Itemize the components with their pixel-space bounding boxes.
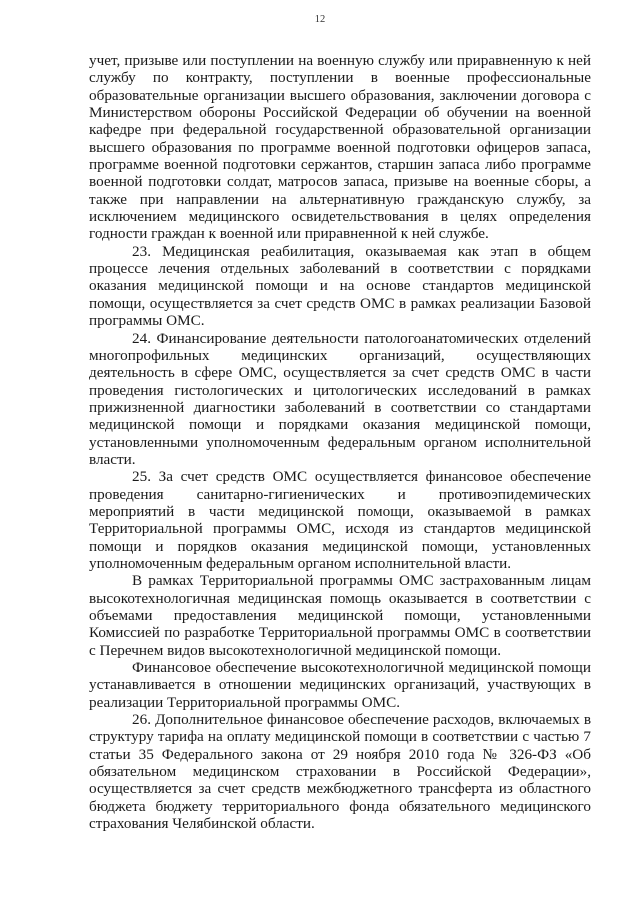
paragraph-item-24: 24. Финансирование деятельности патологоанатомических отделений многопрофильных медицинских организаций, осуществляющих деятельность в сфере ОМС, осуществляется за счет средств ОМС в части проведения гистологических и цитологических исследований в рамках прижизненной диагностики заболеваний в соответствии со стандартами медицинской помощи и порядками оказания медицинской помощи, установленными уполномоченным федеральным органом исполнительной власти. [89,329,591,468]
document-body [89,52,591,832]
paragraph-item-23: 23. Медицинская реабилитация, оказываемая как этап в общем процессе лечения отдельных заболеваний в соответствии с порядками оказания медицинской помощи и на основе стандартов медицинской помощи, осуществляется за счет средств ОМС в рамках реализации Базовой программы ОМС. [89,242,591,330]
paragraph-item-25: 25. За счет средств ОМС осуществляется финансовое обеспечение проведения санитарно-гигиенических и противоэпидемических мероприятий в части медицинской помощи, оказываемой в рамках Территориальной программы ОМС, исходя из стандартов медицинской помощи и порядков оказания медицинской помощи, установленных уполномоченным федеральным органом исполнительной власти. [89,468,591,572]
paragraph-high-tech-volume: В рамках Территориальной программы ОМС застрахованным лицам высокотехнологичная медицинская помощь оказывается в соответствии с объемами предоставления медицинской помощи, установленными Комиссией по разработке Территориальной программы ОМС в соответствии с Перечнем видов высокотехнологичной медицинской помощи. [89,572,591,659]
paragraph-item-26: 26. Дополнительное финансовое обеспечение расходов, включаемых в структуру тарифа на оплату медицинской помощи в соответствии с частью 7 статьи 35 Федерального закона от 29 ноября 2010 года № 326-ФЗ «Об обязательном медицинском страховании в Российской Федерации», осуществляется за счет средств межбюджетного трансферта из областного бюджета бюджету территориального фонда обязательного медицинского страхования Челябинской области. [89,711,591,833]
page-number: 12 [314,14,326,25]
paragraph-continuation: учет, призыве или поступлении на военную службу или приравненную к ней службу по контракту, поступлении в военные профессиональные образовательные организации высшего образования, заключении договора с Министерством обороны Российской Федерации об обучении на военной кафедре при федеральной государственной образовательной организации высшего образования по программе военной подготовки офицеров запаса, программе военной подготовки сержантов, старшин запаса либо программе военной подготовки солдат, матросов запаса, призыве на военные сборы, а также при направлении на альтернативную гражданскую службу, за исключением медицинского освидетельствования в целях определения годности граждан к военной или приравненной к ней службе. [89,52,591,243]
paragraph-high-tech-financing: Финансовое обеспечение высокотехнологичной медицинской помощи устанавливается в отношении медицинских организаций, участвующих в реализации Территориальной программы ОМС. [89,659,591,711]
